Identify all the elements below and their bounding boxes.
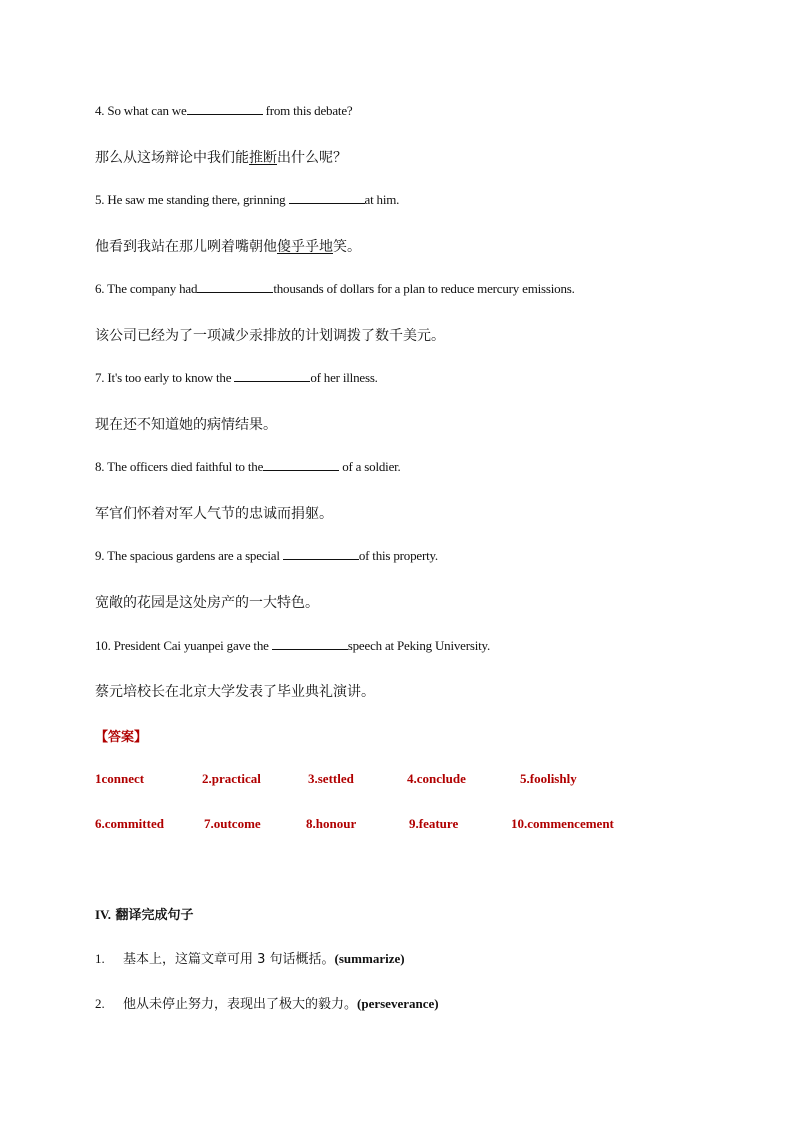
translation-text: 宽敞的花园是这处房产的一大特色。 [95, 595, 319, 611]
answer-heading: 【答案】 [95, 730, 148, 745]
sentence-text: The spacious gardens are a special [104, 548, 283, 563]
translation-text: 那么从这场辩论中我们能 [95, 150, 249, 166]
translation-text: 军官们怀着对军人气节的忠诚而捐躯。 [95, 506, 333, 522]
exercise-5-en [95, 191, 399, 208]
exercise-number: 4. [95, 103, 105, 118]
answer-item: 10.commencement [511, 816, 614, 831]
answer-item: 9.feature [409, 816, 459, 831]
section-number: IV. [95, 907, 112, 922]
exercise-8-en [95, 458, 401, 475]
answer-blank[interactable] [234, 369, 310, 382]
translation-keyword: 傻乎乎地 [277, 239, 333, 255]
sentence-text: President Cai yuanpei gave the [110, 638, 272, 653]
exercise-number: 9. [95, 548, 105, 563]
translation-keyword: 推断 [249, 150, 277, 166]
exercise-5-zh [95, 236, 361, 256]
exercise-9-zh [95, 592, 319, 612]
sentence-text: thousands of dollars for a plan to reduce mercury emissions. [273, 281, 575, 296]
sentence-text: of a soldier. [339, 459, 401, 474]
translation-item-1 [95, 948, 405, 967]
item-text: 基本上，这篇文章可用 3 句话概括。 [123, 952, 335, 967]
sentence-text: of her illness. [310, 370, 378, 385]
answer-item: 6.committed [95, 816, 164, 831]
answer-item: 1connect [95, 771, 145, 786]
translation-text: 他看到我站在那儿咧着嘴朝他 [95, 239, 277, 255]
sentence-text: The company had [104, 281, 198, 296]
sentence-text: It's too early to know the [104, 370, 235, 385]
exercise-number: 6. [95, 281, 105, 296]
exercise-10-en [95, 637, 490, 654]
answer-blank[interactable] [263, 458, 339, 471]
answer-item: 5.foolishly [520, 771, 577, 786]
item-number: 1. [95, 951, 105, 966]
translation-text: 出什么呢？ [277, 150, 347, 166]
exercise-6-zh [95, 325, 445, 345]
exercise-8-zh [95, 503, 333, 523]
exercise-number: 5. [95, 192, 105, 207]
exercise-number: 10. [95, 638, 111, 653]
sentence-text: speech at Peking University. [347, 638, 491, 653]
answer-blank[interactable] [272, 637, 348, 650]
translation-text: 该公司已经为了一项减少汞排放的计划调拨了数千美元。 [95, 328, 445, 344]
item-number: 2. [95, 996, 105, 1011]
answer-item: 4.conclude [407, 771, 466, 786]
exercise-7-en [95, 369, 378, 386]
section-heading [95, 904, 194, 923]
sentence-text: So what can we [104, 103, 187, 118]
answer-blank[interactable] [197, 280, 273, 293]
exercise-number: 7. [95, 370, 105, 385]
item-hint: (perseverance) [357, 996, 439, 1011]
exercise-number: 8. [95, 459, 105, 474]
sentence-text: from this debate? [262, 103, 353, 118]
exercise-6-en [95, 280, 575, 297]
answer-item: 7.outcome [204, 816, 261, 831]
answer-blank[interactable] [283, 547, 359, 560]
item-hint: (summarize) [334, 951, 405, 966]
translation-text: 笑。 [333, 239, 361, 255]
answer-item: 3.settled [308, 771, 354, 786]
exercise-10-zh [95, 681, 375, 701]
answer-item: 8.honour [306, 816, 357, 831]
sentence-text: He saw me standing there, grinning [104, 192, 289, 207]
exercise-7-zh [95, 414, 277, 434]
translation-text: 现在还不知道她的病情结果。 [95, 417, 277, 433]
exercise-4-zh [95, 147, 347, 167]
translation-item-2 [95, 993, 439, 1012]
section-title: 翻译完成句子 [111, 908, 194, 923]
sentence-text: at him. [364, 192, 400, 207]
exercise-9-en [95, 547, 438, 564]
answer-blank[interactable] [187, 102, 263, 115]
sentence-text: of this property. [358, 548, 438, 563]
item-text: 他从未停止努力，表现出了极大的毅力。 [123, 997, 358, 1012]
translation-text: 蔡元培校长在北京大学发表了毕业典礼演讲。 [95, 684, 375, 700]
answer-blank[interactable] [289, 191, 365, 204]
answer-item: 2.practical [202, 771, 261, 786]
sentence-text: The officers died faithful to the [104, 459, 264, 474]
exercise-4-en [95, 102, 352, 119]
